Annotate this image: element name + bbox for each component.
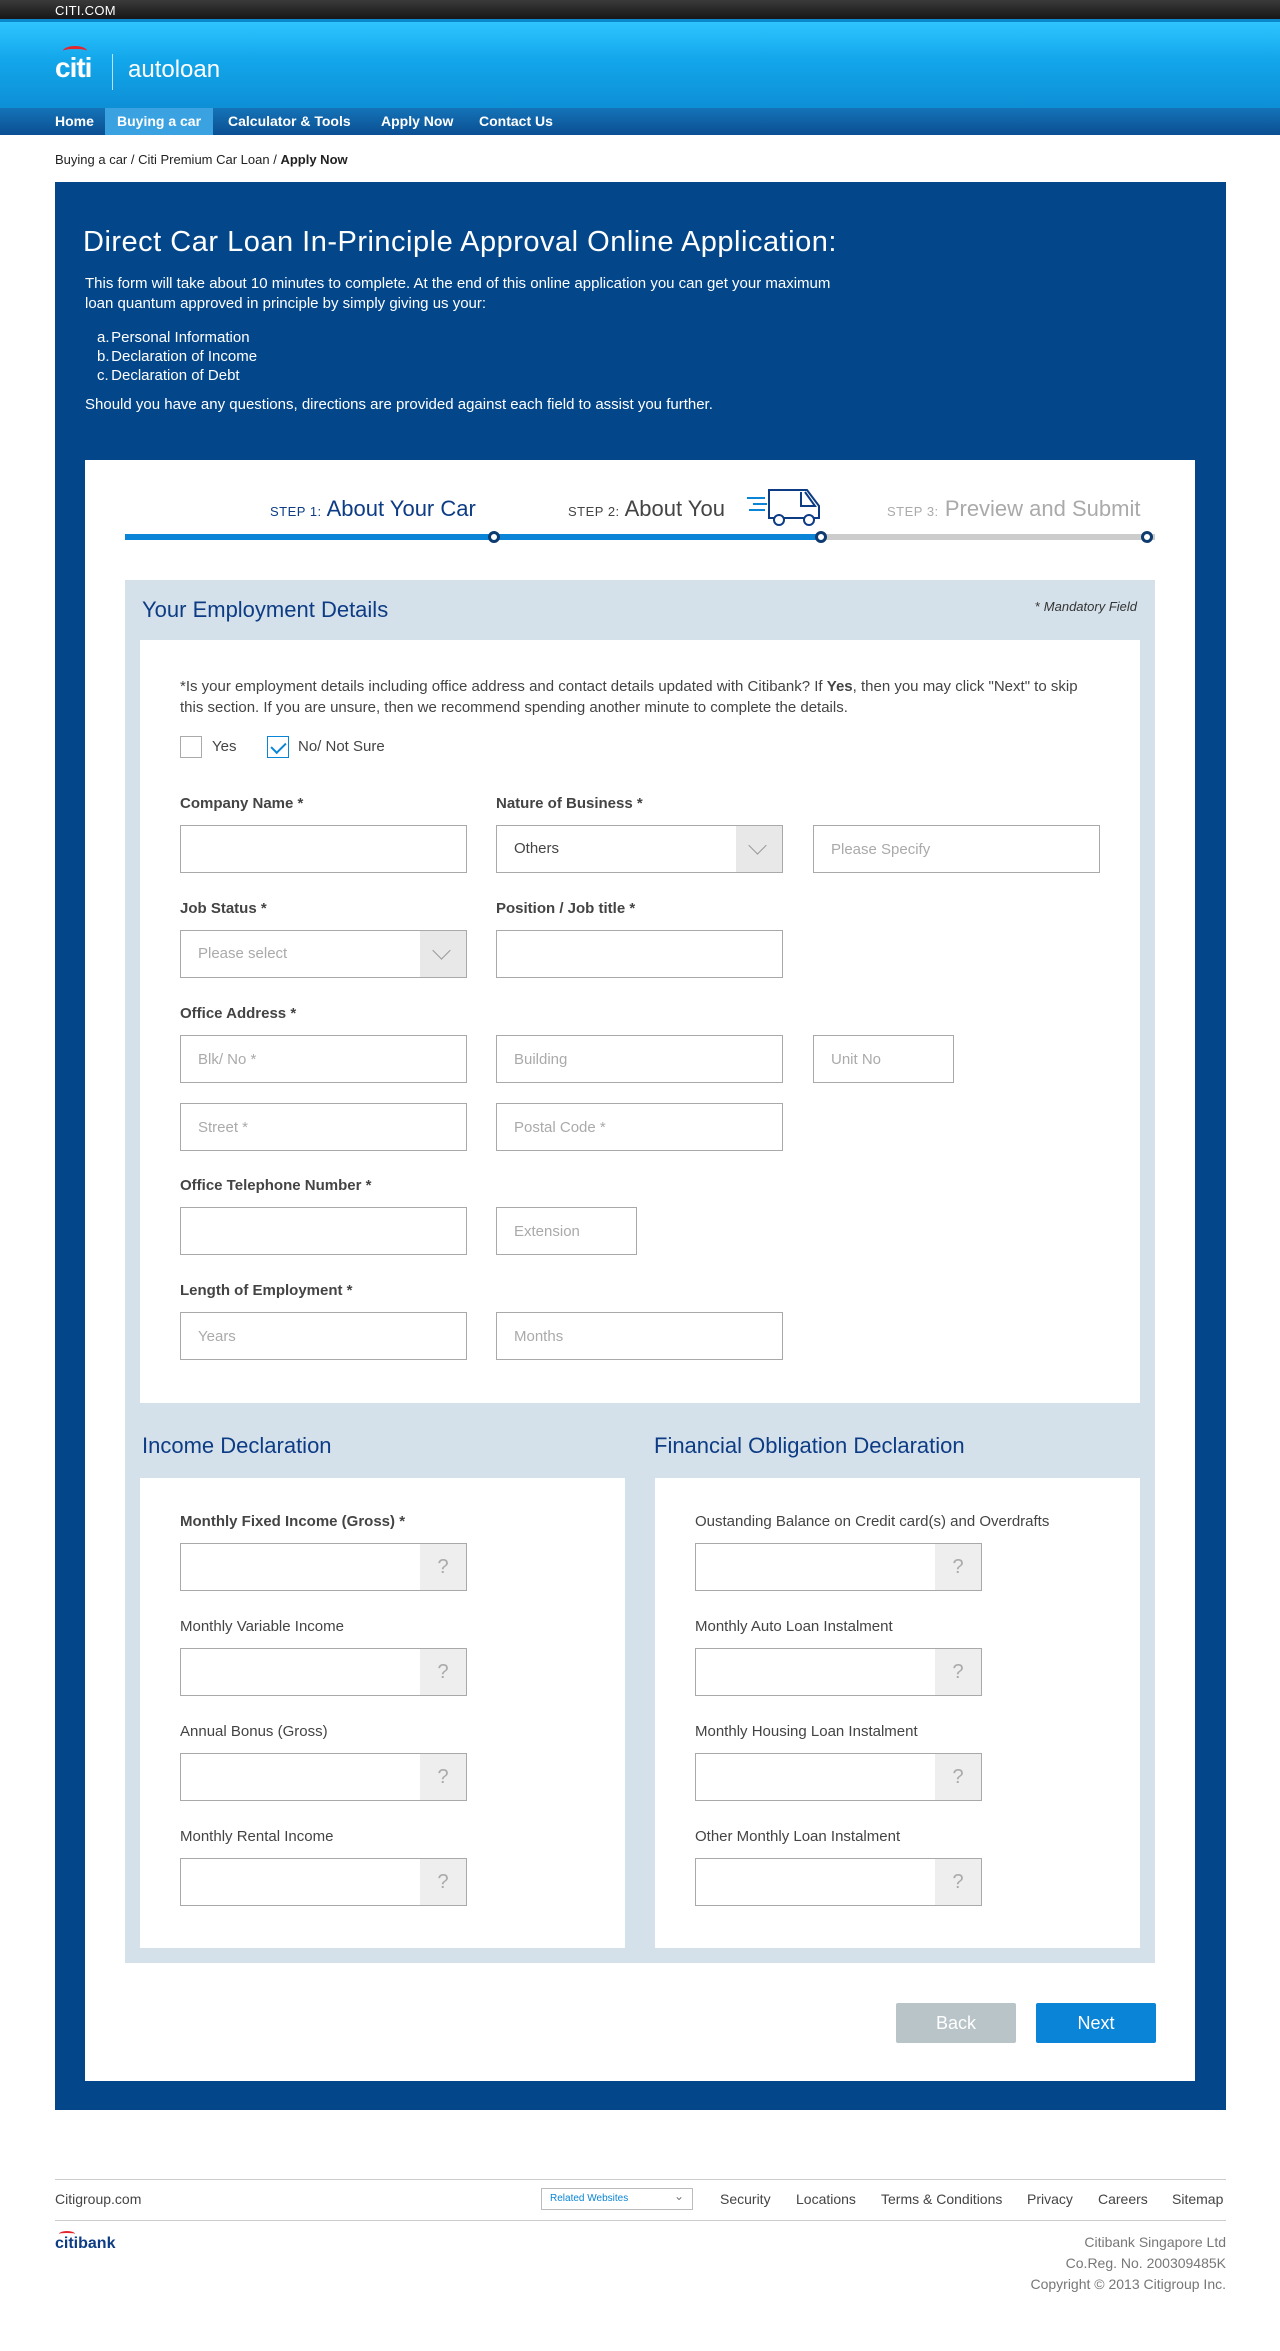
please-specify-input[interactable] bbox=[814, 826, 1099, 872]
credit-card-balance-field[interactable] bbox=[695, 1543, 982, 1591]
auto-loan-label: Monthly Auto Loan Instalment bbox=[695, 1618, 893, 1635]
housing-loan-field[interactable] bbox=[695, 1753, 982, 1801]
footer-link-careers[interactable]: Careers bbox=[1098, 2191, 1148, 2207]
months-input[interactable] bbox=[497, 1313, 782, 1359]
back-button[interactable]: Back bbox=[896, 2003, 1016, 2043]
job-status-label: Job Status * bbox=[180, 900, 267, 917]
other-loan-label: Other Monthly Loan Instalment bbox=[695, 1828, 901, 1845]
length-of-employment-label: Length of Employment * bbox=[180, 1282, 353, 1299]
monthly-variable-income-field[interactable] bbox=[180, 1648, 467, 1696]
intro-paragraph: This form will take about 10 minutes to complete. At the end of this online application you can get your maximum loan quantum approved in principle by simply giving us your: bbox=[85, 275, 831, 312]
unit-no-input[interactable] bbox=[814, 1036, 953, 1082]
extension-field[interactable] bbox=[496, 1207, 637, 1255]
office-telephone-label: Office Telephone Number * bbox=[180, 1177, 372, 1194]
footer-divider-top bbox=[55, 2179, 1226, 2180]
company-reg: Co.Reg. No. 200309485K bbox=[1065, 2255, 1226, 2271]
chevron-down-icon[interactable] bbox=[736, 826, 782, 872]
extension-input[interactable] bbox=[497, 1208, 636, 1254]
position-field[interactable] bbox=[496, 930, 783, 978]
intro-text bbox=[85, 274, 845, 415]
monthly-fixed-income-label: Monthly Fixed Income (Gross) * bbox=[180, 1513, 406, 1530]
declaration-section bbox=[125, 1403, 1155, 1963]
help-icon[interactable]: ? bbox=[935, 1649, 981, 1695]
years-field[interactable] bbox=[180, 1312, 467, 1360]
building-input[interactable] bbox=[497, 1036, 782, 1082]
brand-name: autoloan bbox=[128, 56, 221, 83]
car-progress-icon bbox=[745, 484, 825, 528]
nav-apply-now[interactable]: Apply Now bbox=[381, 113, 454, 129]
citigroup-link[interactable]: Citigroup.com bbox=[55, 2191, 142, 2207]
top-strip bbox=[0, 0, 1280, 22]
help-icon[interactable]: ? bbox=[420, 1544, 466, 1590]
main-nav bbox=[0, 108, 1280, 135]
no-not-sure-label: No/ Not Sure bbox=[298, 738, 385, 755]
citi-com-link[interactable]: CITI.COM bbox=[55, 3, 116, 18]
employment-section bbox=[125, 580, 1155, 1403]
other-loan-field[interactable] bbox=[695, 1858, 982, 1906]
list-item: b. Declaration of Income bbox=[97, 348, 258, 365]
progress-fill bbox=[125, 534, 821, 540]
breadcrumb-premium[interactable]: Citi Premium Car Loan bbox=[138, 152, 270, 167]
credit-card-balance-label: Oustanding Balance on Credit card(s) and Overdrafts bbox=[695, 1513, 1050, 1530]
years-input[interactable] bbox=[181, 1313, 466, 1359]
blk-no-field[interactable] bbox=[180, 1035, 467, 1083]
company-name-label: Company Name * bbox=[180, 795, 304, 812]
yes-label: Yes bbox=[212, 738, 237, 755]
header bbox=[0, 22, 1280, 108]
progress-track bbox=[125, 534, 1155, 540]
months-field[interactable] bbox=[496, 1312, 783, 1360]
nav-home[interactable]: Home bbox=[55, 113, 94, 129]
logo-divider bbox=[112, 54, 113, 90]
unit-no-field[interactable] bbox=[813, 1035, 954, 1083]
intro-footer: Should you have any questions, directions are provided against each field to assist you further. bbox=[85, 396, 713, 413]
citi-logo[interactable]: citi bbox=[55, 52, 91, 84]
please-specify-field[interactable] bbox=[813, 825, 1100, 873]
nav-calculator-tools[interactable]: Calculator & Tools bbox=[228, 113, 351, 129]
income-form bbox=[140, 1478, 625, 1948]
nav-contact-us[interactable]: Contact Us bbox=[479, 113, 553, 129]
help-icon[interactable]: ? bbox=[420, 1754, 466, 1800]
obligation-title: Financial Obligation Declaration bbox=[654, 1433, 965, 1458]
footer-divider-bottom bbox=[55, 2220, 1226, 2221]
company-name-input[interactable] bbox=[181, 826, 466, 872]
building-field[interactable] bbox=[496, 1035, 783, 1083]
next-button[interactable]: Next bbox=[1036, 2003, 1156, 2043]
help-icon[interactable]: ? bbox=[935, 1544, 981, 1590]
citibank-logo[interactable]: citibank bbox=[55, 2235, 115, 2253]
related-websites-select[interactable]: Related Websites ⌄ bbox=[541, 2188, 693, 2210]
yes-checkbox[interactable] bbox=[180, 736, 202, 758]
citibank-logo-arc bbox=[59, 2231, 75, 2237]
help-icon[interactable]: ? bbox=[420, 1649, 466, 1695]
citi-logo-arc bbox=[63, 46, 87, 56]
intro-list bbox=[85, 328, 845, 385]
breadcrumb-buying[interactable]: Buying a car bbox=[55, 152, 128, 167]
income-title: Income Declaration bbox=[142, 1433, 332, 1458]
postal-code-input[interactable] bbox=[497, 1104, 782, 1150]
nature-of-business-label: Nature of Business * bbox=[496, 795, 643, 812]
blk-no-input[interactable] bbox=[181, 1036, 466, 1082]
help-icon[interactable]: ? bbox=[420, 1859, 466, 1905]
footer-link-terms[interactable]: Terms & Conditions bbox=[881, 2191, 1003, 2207]
step-2: STEP 2: About You bbox=[568, 496, 725, 521]
step-3-marker bbox=[1141, 531, 1153, 543]
breadcrumb: Buying a car / Citi Premium Car Loan / Apply Now bbox=[55, 152, 348, 167]
nature-of-business-select[interactable]: Others bbox=[496, 825, 783, 873]
company-name: Citibank Singapore Ltd bbox=[1084, 2234, 1226, 2250]
position-label: Position / Job title * bbox=[496, 900, 636, 917]
nav-buying-a-car[interactable]: Buying a car bbox=[105, 108, 213, 135]
monthly-fixed-income-field[interactable] bbox=[180, 1543, 467, 1591]
mandatory-note: * Mandatory Field bbox=[1035, 599, 1137, 614]
footer-link-privacy[interactable]: Privacy bbox=[1027, 2191, 1073, 2207]
position-input[interactable] bbox=[497, 931, 782, 977]
job-status-select[interactable]: Please select bbox=[180, 930, 467, 978]
no-not-sure-checkbox[interactable] bbox=[267, 736, 289, 758]
company-name-field[interactable] bbox=[180, 825, 467, 873]
monthly-rental-income-label: Monthly Rental Income bbox=[180, 1828, 334, 1845]
footer-link-sitemap[interactable]: Sitemap bbox=[1172, 2191, 1224, 2207]
list-item: c. Declaration of Debt bbox=[97, 367, 240, 384]
monthly-variable-income-label: Monthly Variable Income bbox=[180, 1618, 344, 1635]
breadcrumb-current: Apply Now bbox=[280, 152, 348, 167]
chevron-down-icon[interactable] bbox=[420, 931, 466, 977]
step-1: STEP 1: About Your Car bbox=[270, 496, 476, 521]
street-input[interactable] bbox=[181, 1104, 466, 1150]
employment-form bbox=[140, 640, 1140, 1403]
housing-loan-label: Monthly Housing Loan Instalment bbox=[695, 1723, 918, 1740]
help-icon[interactable]: ? bbox=[935, 1859, 981, 1905]
street-field[interactable] bbox=[180, 1103, 467, 1151]
employment-question: *Is your employment details including office address and contact details updated with Citibank? If Yes, then you may click "Next" to skip this section. If you are unsure, then we recommend spending another minute to complete the details. bbox=[180, 678, 1078, 716]
employment-title: Your Employment Details bbox=[142, 597, 389, 622]
step-1-marker bbox=[488, 531, 500, 543]
office-telephone-field[interactable] bbox=[180, 1207, 467, 1255]
footer-link-locations[interactable]: Locations bbox=[796, 2191, 856, 2207]
auto-loan-field[interactable] bbox=[695, 1648, 982, 1696]
page-title: Direct Car Loan In-Principle Approval Online Application: bbox=[83, 226, 837, 258]
application-panel bbox=[55, 182, 1226, 2110]
office-telephone-input[interactable] bbox=[181, 1208, 466, 1254]
step-3: STEP 3: Preview and Submit bbox=[887, 496, 1141, 521]
postal-code-field[interactable] bbox=[496, 1103, 783, 1151]
step-2-marker bbox=[815, 531, 827, 543]
footer-link-security[interactable]: Security bbox=[720, 2191, 771, 2207]
copyright: Copyright © 2013 Citigroup Inc. bbox=[1030, 2276, 1226, 2292]
annual-bonus-field[interactable] bbox=[180, 1753, 467, 1801]
copyright-block bbox=[1030, 2232, 1226, 2295]
form-card bbox=[85, 460, 1195, 2081]
office-address-label: Office Address * bbox=[180, 1005, 297, 1022]
obligation-form bbox=[655, 1478, 1140, 1948]
help-icon[interactable]: ? bbox=[935, 1754, 981, 1800]
list-item: a. Personal Information bbox=[97, 329, 250, 346]
annual-bonus-label: Annual Bonus (Gross) bbox=[180, 1723, 328, 1740]
monthly-rental-income-field[interactable] bbox=[180, 1858, 467, 1906]
